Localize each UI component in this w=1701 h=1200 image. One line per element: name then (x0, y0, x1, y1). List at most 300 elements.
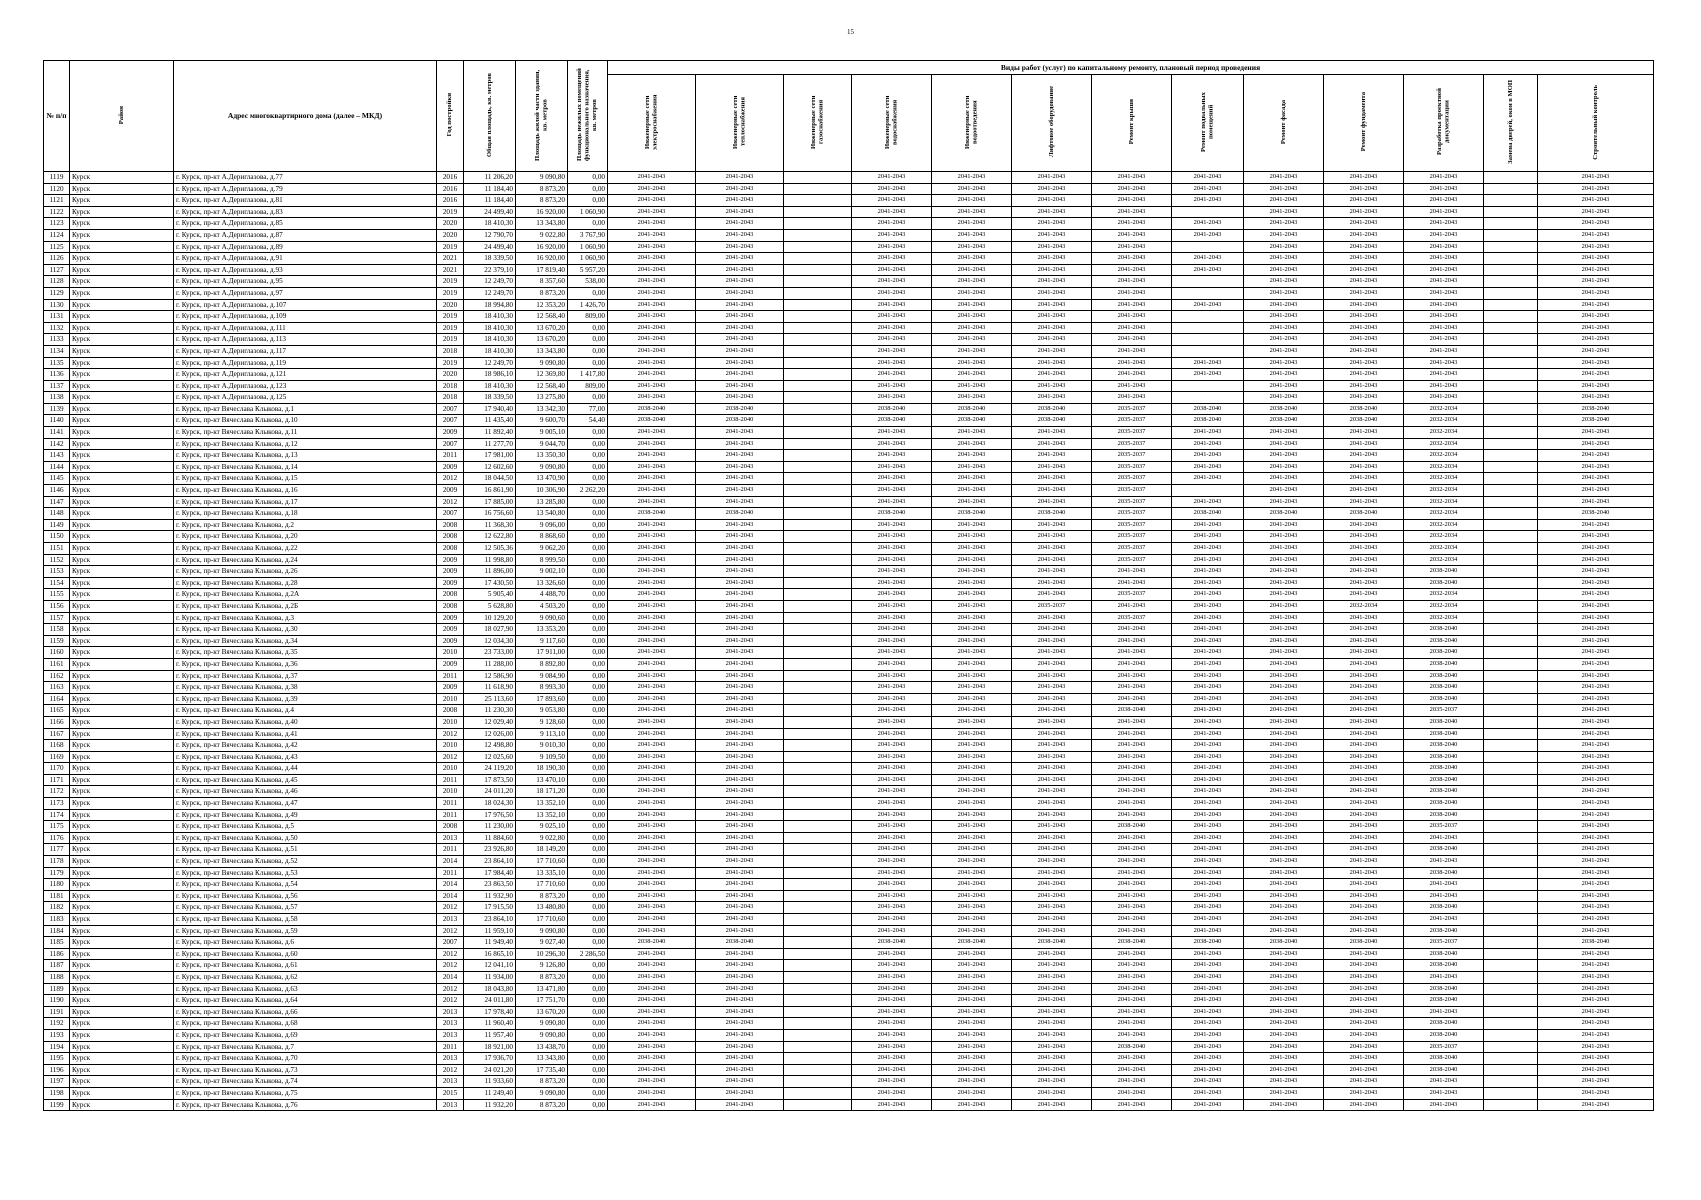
row-number-cell: 1181 (44, 890, 70, 902)
work-period-cell: 2041-2043 (1244, 716, 1324, 728)
work-period-cell (1172, 485, 1244, 497)
address-cell: г. Курск, пр-кт А.Дериглазова, д.79 (174, 183, 437, 195)
work-period-cell (784, 890, 852, 902)
work-type-header: Ремонт подвальных помещений (1172, 75, 1244, 172)
work-period-cell: 2041-2043 (608, 322, 696, 334)
total-area-cell: 22 379,10 (464, 264, 516, 276)
work-period-cell: 2041-2043 (1172, 218, 1244, 230)
work-period-cell: 2041-2043 (696, 624, 784, 636)
work-period-cell: 2041-2043 (1172, 647, 1244, 659)
row-number-cell: 1149 (44, 519, 70, 531)
nonliving-area-cell: 809,00 (568, 380, 608, 392)
total-area-cell: 11 949,40 (464, 937, 516, 949)
build-year-cell: 2013 (437, 832, 464, 844)
work-period-cell: 2041-2043 (1538, 983, 1654, 995)
address-cell: г. Курск, пр-кт Вячеслава Клыкова, д.44 (174, 763, 437, 775)
work-period-cell: 2032-2034 (1404, 589, 1484, 601)
work-period-cell: 2041-2043 (1012, 334, 1092, 346)
work-period-cell: 2041-2043 (1092, 867, 1172, 879)
work-period-cell: 2041-2043 (608, 253, 696, 265)
total-area-cell: 17 873,50 (464, 774, 516, 786)
work-period-cell: 2041-2043 (696, 925, 784, 937)
work-period-cell: 2041-2043 (608, 183, 696, 195)
work-period-cell (1484, 728, 1538, 740)
address-cell: г. Курск, пр-кт Вячеслава Клыкова, д.14 (174, 461, 437, 473)
address-cell: г. Курск, пр-кт Вячеслава Клыкова, д.28 (174, 577, 437, 589)
nonliving-area-cell: 0,00 (568, 960, 608, 972)
work-period-cell (784, 427, 852, 439)
work-period-cell: 2041-2043 (1012, 1064, 1092, 1076)
work-period-cell (1484, 902, 1538, 914)
work-period-cell: 2041-2043 (852, 786, 932, 798)
work-period-cell: 2041-2043 (696, 195, 784, 207)
table-row (44, 937, 1654, 949)
living-area-cell: 8 873,20 (516, 971, 568, 983)
living-area-cell: 8 873,20 (516, 1076, 568, 1088)
work-period-cell (784, 229, 852, 241)
row-number-cell: 1142 (44, 438, 70, 450)
work-period-cell: 2041-2043 (1092, 786, 1172, 798)
work-period-cell: 2038-2040 (1012, 415, 1092, 427)
work-period-cell (1484, 763, 1538, 775)
work-period-cell: 2041-2043 (1092, 879, 1172, 891)
work-period-cell: 2041-2043 (608, 890, 696, 902)
row-number-cell: 1131 (44, 311, 70, 323)
work-period-cell: 2041-2043 (1244, 600, 1324, 612)
work-period-cell: 2041-2043 (932, 670, 1012, 682)
work-period-cell: 2041-2043 (932, 519, 1012, 531)
nonliving-area-cell: 0,00 (568, 566, 608, 578)
work-period-cell: 2041-2043 (932, 461, 1012, 473)
build-year-cell: 2007 (437, 415, 464, 427)
work-period-cell: 2041-2043 (1324, 206, 1404, 218)
work-period-cell: 2041-2043 (608, 543, 696, 555)
work-period-cell: 2041-2043 (1538, 844, 1654, 856)
work-period-cell: 2041-2043 (696, 1087, 784, 1099)
table-row (44, 809, 1654, 821)
work-period-cell: 2041-2043 (696, 485, 784, 497)
work-period-cell: 2041-2043 (1244, 658, 1324, 670)
build-year-cell: 2008 (437, 600, 464, 612)
total-area-cell: 17 430,50 (464, 577, 516, 589)
district-cell: Курск (70, 948, 174, 960)
build-year-cell: 2016 (437, 172, 464, 184)
work-type-header: Замена дверей, окон в МОП (1484, 75, 1538, 172)
table-row (44, 299, 1654, 311)
work-period-cell: 2041-2043 (696, 809, 784, 821)
work-period-cell: 2041-2043 (852, 218, 932, 230)
nonliving-area-cell: 0,00 (568, 1041, 608, 1053)
address-cell: г. Курск, пр-кт А.Дериглазова, д.123 (174, 380, 437, 392)
col-living-area-header: Площадь жилой части здания, кв. метров (516, 61, 568, 172)
work-period-cell: 2038-2040 (1244, 937, 1324, 949)
work-period-cell (1484, 693, 1538, 705)
work-period-cell: 2041-2043 (608, 264, 696, 276)
work-period-cell (784, 1087, 852, 1099)
capital-repair-table (43, 60, 1654, 1111)
work-period-cell (784, 925, 852, 937)
total-area-cell: 23 864,10 (464, 914, 516, 926)
work-period-cell: 2035-2037 (1092, 461, 1172, 473)
work-period-cell: 2038-2040 (852, 403, 932, 415)
living-area-cell: 8 868,60 (516, 531, 568, 543)
row-number-cell: 1195 (44, 1053, 70, 1065)
table-row (44, 1018, 1654, 1030)
work-period-cell: 2041-2043 (1244, 960, 1324, 972)
work-period-cell: 2041-2043 (1538, 380, 1654, 392)
district-cell: Курск (70, 786, 174, 798)
work-period-cell: 2041-2043 (1012, 519, 1092, 531)
table-row (44, 438, 1654, 450)
work-period-cell: 2041-2043 (1324, 786, 1404, 798)
work-period-cell: 2041-2043 (932, 276, 1012, 288)
work-period-cell: 2041-2043 (1324, 531, 1404, 543)
living-area-cell: 18 149,20 (516, 844, 568, 856)
table-row (44, 392, 1654, 404)
work-period-cell: 2041-2043 (1172, 496, 1244, 508)
nonliving-area-cell: 0,00 (568, 589, 608, 601)
work-period-cell (1484, 322, 1538, 334)
work-period-cell: 2041-2043 (1538, 832, 1654, 844)
work-period-cell: 2035-2037 (1092, 427, 1172, 439)
work-period-cell (784, 218, 852, 230)
address-cell: г. Курск, пр-кт Вячеслава Клыкова, д.42 (174, 740, 437, 752)
work-period-cell: 2041-2043 (1092, 345, 1172, 357)
work-period-cell: 2041-2043 (1244, 844, 1324, 856)
work-period-cell: 2041-2043 (1538, 531, 1654, 543)
work-period-cell (1484, 554, 1538, 566)
total-area-cell: 12 026,00 (464, 728, 516, 740)
work-period-cell: 2041-2043 (852, 682, 932, 694)
district-cell: Курск (70, 635, 174, 647)
build-year-cell: 2019 (437, 322, 464, 334)
work-period-cell: 2041-2043 (852, 1029, 932, 1041)
work-period-cell: 2041-2043 (1244, 473, 1324, 485)
work-period-cell: 2041-2043 (1092, 577, 1172, 589)
table-row (44, 311, 1654, 323)
build-year-cell: 2008 (437, 519, 464, 531)
table-row (44, 519, 1654, 531)
work-period-cell: 2041-2043 (696, 334, 784, 346)
living-area-cell: 13 335,10 (516, 867, 568, 879)
work-period-cell (1484, 218, 1538, 230)
work-period-cell: 2041-2043 (1324, 253, 1404, 265)
work-period-cell (784, 971, 852, 983)
work-period-cell: 2041-2043 (1172, 682, 1244, 694)
work-period-cell: 2041-2043 (1172, 1087, 1244, 1099)
work-period-cell: 2041-2043 (1538, 311, 1654, 323)
work-period-cell: 2041-2043 (1012, 612, 1092, 624)
work-period-cell: 2041-2043 (608, 867, 696, 879)
work-period-cell (1484, 867, 1538, 879)
address-cell: г. Курск, пр-кт Вячеслава Клыкова, д.68 (174, 1018, 437, 1030)
work-period-cell: 2041-2043 (608, 1076, 696, 1088)
work-period-cell: 2041-2043 (852, 983, 932, 995)
district-cell: Курск (70, 751, 174, 763)
work-period-cell: 2041-2043 (1244, 693, 1324, 705)
build-year-cell: 2012 (437, 995, 464, 1007)
total-area-cell: 23 733,00 (464, 647, 516, 659)
work-period-cell (784, 705, 852, 717)
work-period-cell: 2041-2043 (1538, 218, 1654, 230)
work-period-cell: 2041-2043 (1244, 798, 1324, 810)
total-area-cell: 24 499,40 (464, 241, 516, 253)
total-area-cell: 11 368,30 (464, 519, 516, 531)
work-period-cell: 2041-2043 (932, 879, 1012, 891)
work-period-cell: 2041-2043 (932, 693, 1012, 705)
address-cell: г. Курск, пр-кт Вячеслава Клыкова, д.11 (174, 427, 437, 439)
table-body (44, 172, 1654, 1111)
table-row (44, 798, 1654, 810)
work-period-cell: 2041-2043 (608, 774, 696, 786)
total-area-cell: 12 790,70 (464, 229, 516, 241)
nonliving-area-cell: 1 426,70 (568, 299, 608, 311)
address-cell: г. Курск, пр-кт Вячеслава Клыкова, д.40 (174, 716, 437, 728)
work-period-cell: 2041-2043 (932, 1041, 1012, 1053)
nonliving-area-cell: 0,00 (568, 1006, 608, 1018)
work-period-cell: 2041-2043 (852, 380, 932, 392)
living-area-cell: 9 062,20 (516, 543, 568, 555)
work-period-cell: 2041-2043 (1012, 253, 1092, 265)
work-period-cell: 2041-2043 (1012, 380, 1092, 392)
work-period-cell: 2041-2043 (1538, 647, 1654, 659)
nonliving-area-cell: 0,00 (568, 832, 608, 844)
work-period-cell: 2041-2043 (608, 218, 696, 230)
work-period-cell: 2041-2043 (696, 856, 784, 868)
work-period-cell: 2038-2040 (1404, 902, 1484, 914)
work-period-cell: 2041-2043 (1092, 914, 1172, 926)
work-period-cell (784, 751, 852, 763)
build-year-cell: 2011 (437, 450, 464, 462)
work-period-cell: 2041-2043 (1092, 832, 1172, 844)
work-period-cell (1484, 1006, 1538, 1018)
nonliving-area-cell: 0,00 (568, 774, 608, 786)
work-period-cell: 2041-2043 (696, 658, 784, 670)
work-period-cell (784, 206, 852, 218)
living-area-cell: 10 306,90 (516, 485, 568, 497)
total-area-cell: 11 435,40 (464, 415, 516, 427)
build-year-cell: 2007 (437, 508, 464, 520)
work-period-cell: 2041-2043 (852, 832, 932, 844)
work-period-cell (1484, 635, 1538, 647)
work-period-cell: 2041-2043 (1244, 206, 1324, 218)
living-area-cell: 17 710,60 (516, 879, 568, 891)
work-period-cell: 2041-2043 (608, 241, 696, 253)
total-area-cell: 11 184,40 (464, 183, 516, 195)
address-cell: г. Курск, пр-кт Вячеслава Клыкова, д.54 (174, 879, 437, 891)
nonliving-area-cell: 0,00 (568, 461, 608, 473)
work-period-cell (1484, 1064, 1538, 1076)
work-period-cell (784, 1041, 852, 1053)
district-cell: Курск (70, 925, 174, 937)
living-area-cell: 8 873,20 (516, 287, 568, 299)
work-period-cell: 2041-2043 (608, 1064, 696, 1076)
nonliving-area-cell: 0,00 (568, 392, 608, 404)
work-period-cell: 2041-2043 (1324, 299, 1404, 311)
work-period-cell: 2041-2043 (1538, 879, 1654, 891)
work-period-cell (1484, 670, 1538, 682)
work-period-cell: 2041-2043 (852, 287, 932, 299)
work-period-cell: 2041-2043 (696, 890, 784, 902)
work-period-cell: 2041-2043 (932, 867, 1012, 879)
total-area-cell: 11 998,80 (464, 554, 516, 566)
nonliving-area-cell: 0,00 (568, 183, 608, 195)
work-period-cell: 2041-2043 (1538, 519, 1654, 531)
work-period-cell: 2041-2043 (1092, 218, 1172, 230)
district-cell: Курск (70, 357, 174, 369)
work-period-cell: 2041-2043 (1324, 890, 1404, 902)
district-cell: Курск (70, 577, 174, 589)
living-area-cell: 13 438,70 (516, 1041, 568, 1053)
build-year-cell: 2021 (437, 264, 464, 276)
table-row (44, 554, 1654, 566)
work-period-cell: 2041-2043 (1092, 890, 1172, 902)
work-period-cell (784, 531, 852, 543)
work-period-cell: 2041-2043 (1324, 624, 1404, 636)
row-number-cell: 1161 (44, 658, 70, 670)
address-cell: г. Курск, пр-кт А.Дериглазова, д.91 (174, 253, 437, 265)
build-year-cell: 2019 (437, 287, 464, 299)
work-period-cell: 2041-2043 (1012, 867, 1092, 879)
table-row (44, 369, 1654, 381)
build-year-cell: 2011 (437, 867, 464, 879)
work-period-cell: 2041-2043 (1538, 334, 1654, 346)
work-period-cell: 2041-2043 (1172, 195, 1244, 207)
district-cell: Курск (70, 821, 174, 833)
work-period-cell: 2041-2043 (932, 183, 1012, 195)
work-period-cell: 2041-2043 (1244, 948, 1324, 960)
row-number-cell: 1189 (44, 983, 70, 995)
work-period-cell: 2038-2040 (608, 415, 696, 427)
living-area-cell: 13 342,30 (516, 403, 568, 415)
work-period-cell: 2041-2043 (696, 1041, 784, 1053)
table-row (44, 658, 1654, 670)
work-period-cell (1172, 345, 1244, 357)
work-period-cell: 2041-2043 (696, 566, 784, 578)
work-period-cell: 2041-2043 (1538, 241, 1654, 253)
work-period-cell: 2041-2043 (932, 809, 1012, 821)
living-area-cell: 16 920,00 (516, 206, 568, 218)
work-period-cell: 2041-2043 (608, 658, 696, 670)
work-period-cell: 2038-2040 (1092, 1041, 1172, 1053)
living-area-cell: 13 670,20 (516, 1006, 568, 1018)
work-period-cell: 2041-2043 (1012, 971, 1092, 983)
work-period-cell: 2041-2043 (1012, 658, 1092, 670)
address-cell: г. Курск, пр-кт А.Дериглазова, д.125 (174, 392, 437, 404)
work-period-cell: 2041-2043 (696, 241, 784, 253)
district-cell: Курск (70, 983, 174, 995)
work-period-cell (1484, 508, 1538, 520)
build-year-cell: 2019 (437, 357, 464, 369)
work-period-cell: 2041-2043 (1244, 1041, 1324, 1053)
work-period-cell: 2041-2043 (1404, 890, 1484, 902)
district-cell: Курск (70, 276, 174, 288)
work-period-cell: 2041-2043 (1012, 566, 1092, 578)
work-period-cell: 2041-2043 (608, 902, 696, 914)
work-period-cell: 2041-2043 (1172, 450, 1244, 462)
nonliving-area-cell: 2 262,20 (568, 485, 608, 497)
work-period-cell: 2041-2043 (932, 496, 1012, 508)
nonliving-area-cell: 3 767,90 (568, 229, 608, 241)
work-period-cell: 2041-2043 (1172, 1076, 1244, 1088)
work-period-cell: 2038-2040 (1404, 1018, 1484, 1030)
work-period-cell: 2041-2043 (1092, 728, 1172, 740)
table-row (44, 450, 1654, 462)
work-period-cell (1484, 647, 1538, 659)
district-cell: Курск (70, 531, 174, 543)
district-cell: Курск (70, 183, 174, 195)
address-cell: г. Курск, пр-кт Вячеслава Клыкова, д.75 (174, 1087, 437, 1099)
address-cell: г. Курск, пр-кт А.Дериглазова, д.121 (174, 369, 437, 381)
row-number-cell: 1133 (44, 334, 70, 346)
address-cell: г. Курск, пр-кт Вячеслава Клыкова, д.41 (174, 728, 437, 740)
row-number-cell: 1177 (44, 844, 70, 856)
table-row (44, 508, 1654, 520)
work-period-cell: 2041-2043 (1092, 716, 1172, 728)
work-period-cell: 2041-2043 (1012, 798, 1092, 810)
work-type-header: Инженерные сети электроснабжения (608, 75, 696, 172)
work-period-cell: 2041-2043 (1244, 1018, 1324, 1030)
table-row (44, 345, 1654, 357)
work-period-cell: 2041-2043 (1324, 276, 1404, 288)
work-period-cell: 2041-2043 (1244, 1087, 1324, 1099)
work-period-cell (1484, 1018, 1538, 1030)
table-row (44, 763, 1654, 775)
work-period-cell (784, 589, 852, 601)
total-area-cell: 12 041,10 (464, 960, 516, 972)
district-cell: Курск (70, 1006, 174, 1018)
work-period-cell: 2041-2043 (1324, 960, 1404, 972)
work-period-cell: 2041-2043 (1404, 1006, 1484, 1018)
work-period-cell: 2041-2043 (1172, 983, 1244, 995)
work-period-cell: 2041-2043 (932, 600, 1012, 612)
work-period-cell: 2041-2043 (1172, 705, 1244, 717)
work-period-cell: 2041-2043 (1172, 774, 1244, 786)
work-period-cell: 2041-2043 (1092, 740, 1172, 752)
work-period-cell: 2038-2040 (1538, 937, 1654, 949)
work-period-cell (784, 357, 852, 369)
work-period-cell: 2041-2043 (1324, 867, 1404, 879)
row-number-cell: 1144 (44, 461, 70, 473)
work-period-cell: 2041-2043 (1324, 716, 1404, 728)
nonliving-area-cell: 0,00 (568, 450, 608, 462)
work-period-cell: 2032-2034 (1404, 508, 1484, 520)
total-area-cell: 17 981,00 (464, 450, 516, 462)
work-period-cell: 2041-2043 (1244, 809, 1324, 821)
work-period-cell: 2041-2043 (1538, 1018, 1654, 1030)
living-area-cell: 9 084,90 (516, 670, 568, 682)
nonliving-area-cell: 0,00 (568, 821, 608, 833)
work-period-cell: 2041-2043 (932, 856, 1012, 868)
work-period-cell: 2041-2043 (1172, 461, 1244, 473)
nonliving-area-cell: 1 060,90 (568, 253, 608, 265)
work-period-cell: 2041-2043 (1538, 450, 1654, 462)
work-period-cell: 2041-2043 (1172, 357, 1244, 369)
work-period-cell: 2035-2037 (1012, 600, 1092, 612)
work-period-cell (784, 554, 852, 566)
work-period-cell (1484, 798, 1538, 810)
work-period-cell: 2038-2040 (696, 937, 784, 949)
work-period-cell: 2041-2043 (1092, 1087, 1172, 1099)
work-period-cell: 2038-2040 (608, 937, 696, 949)
address-cell: г. Курск, пр-кт Вячеслава Клыкова, д.64 (174, 995, 437, 1007)
work-period-cell: 2041-2043 (852, 774, 932, 786)
work-period-cell: 2041-2043 (932, 948, 1012, 960)
work-period-cell (1484, 1029, 1538, 1041)
work-period-cell (1484, 821, 1538, 833)
work-period-cell: 2041-2043 (1012, 450, 1092, 462)
row-number-cell: 1183 (44, 914, 70, 926)
